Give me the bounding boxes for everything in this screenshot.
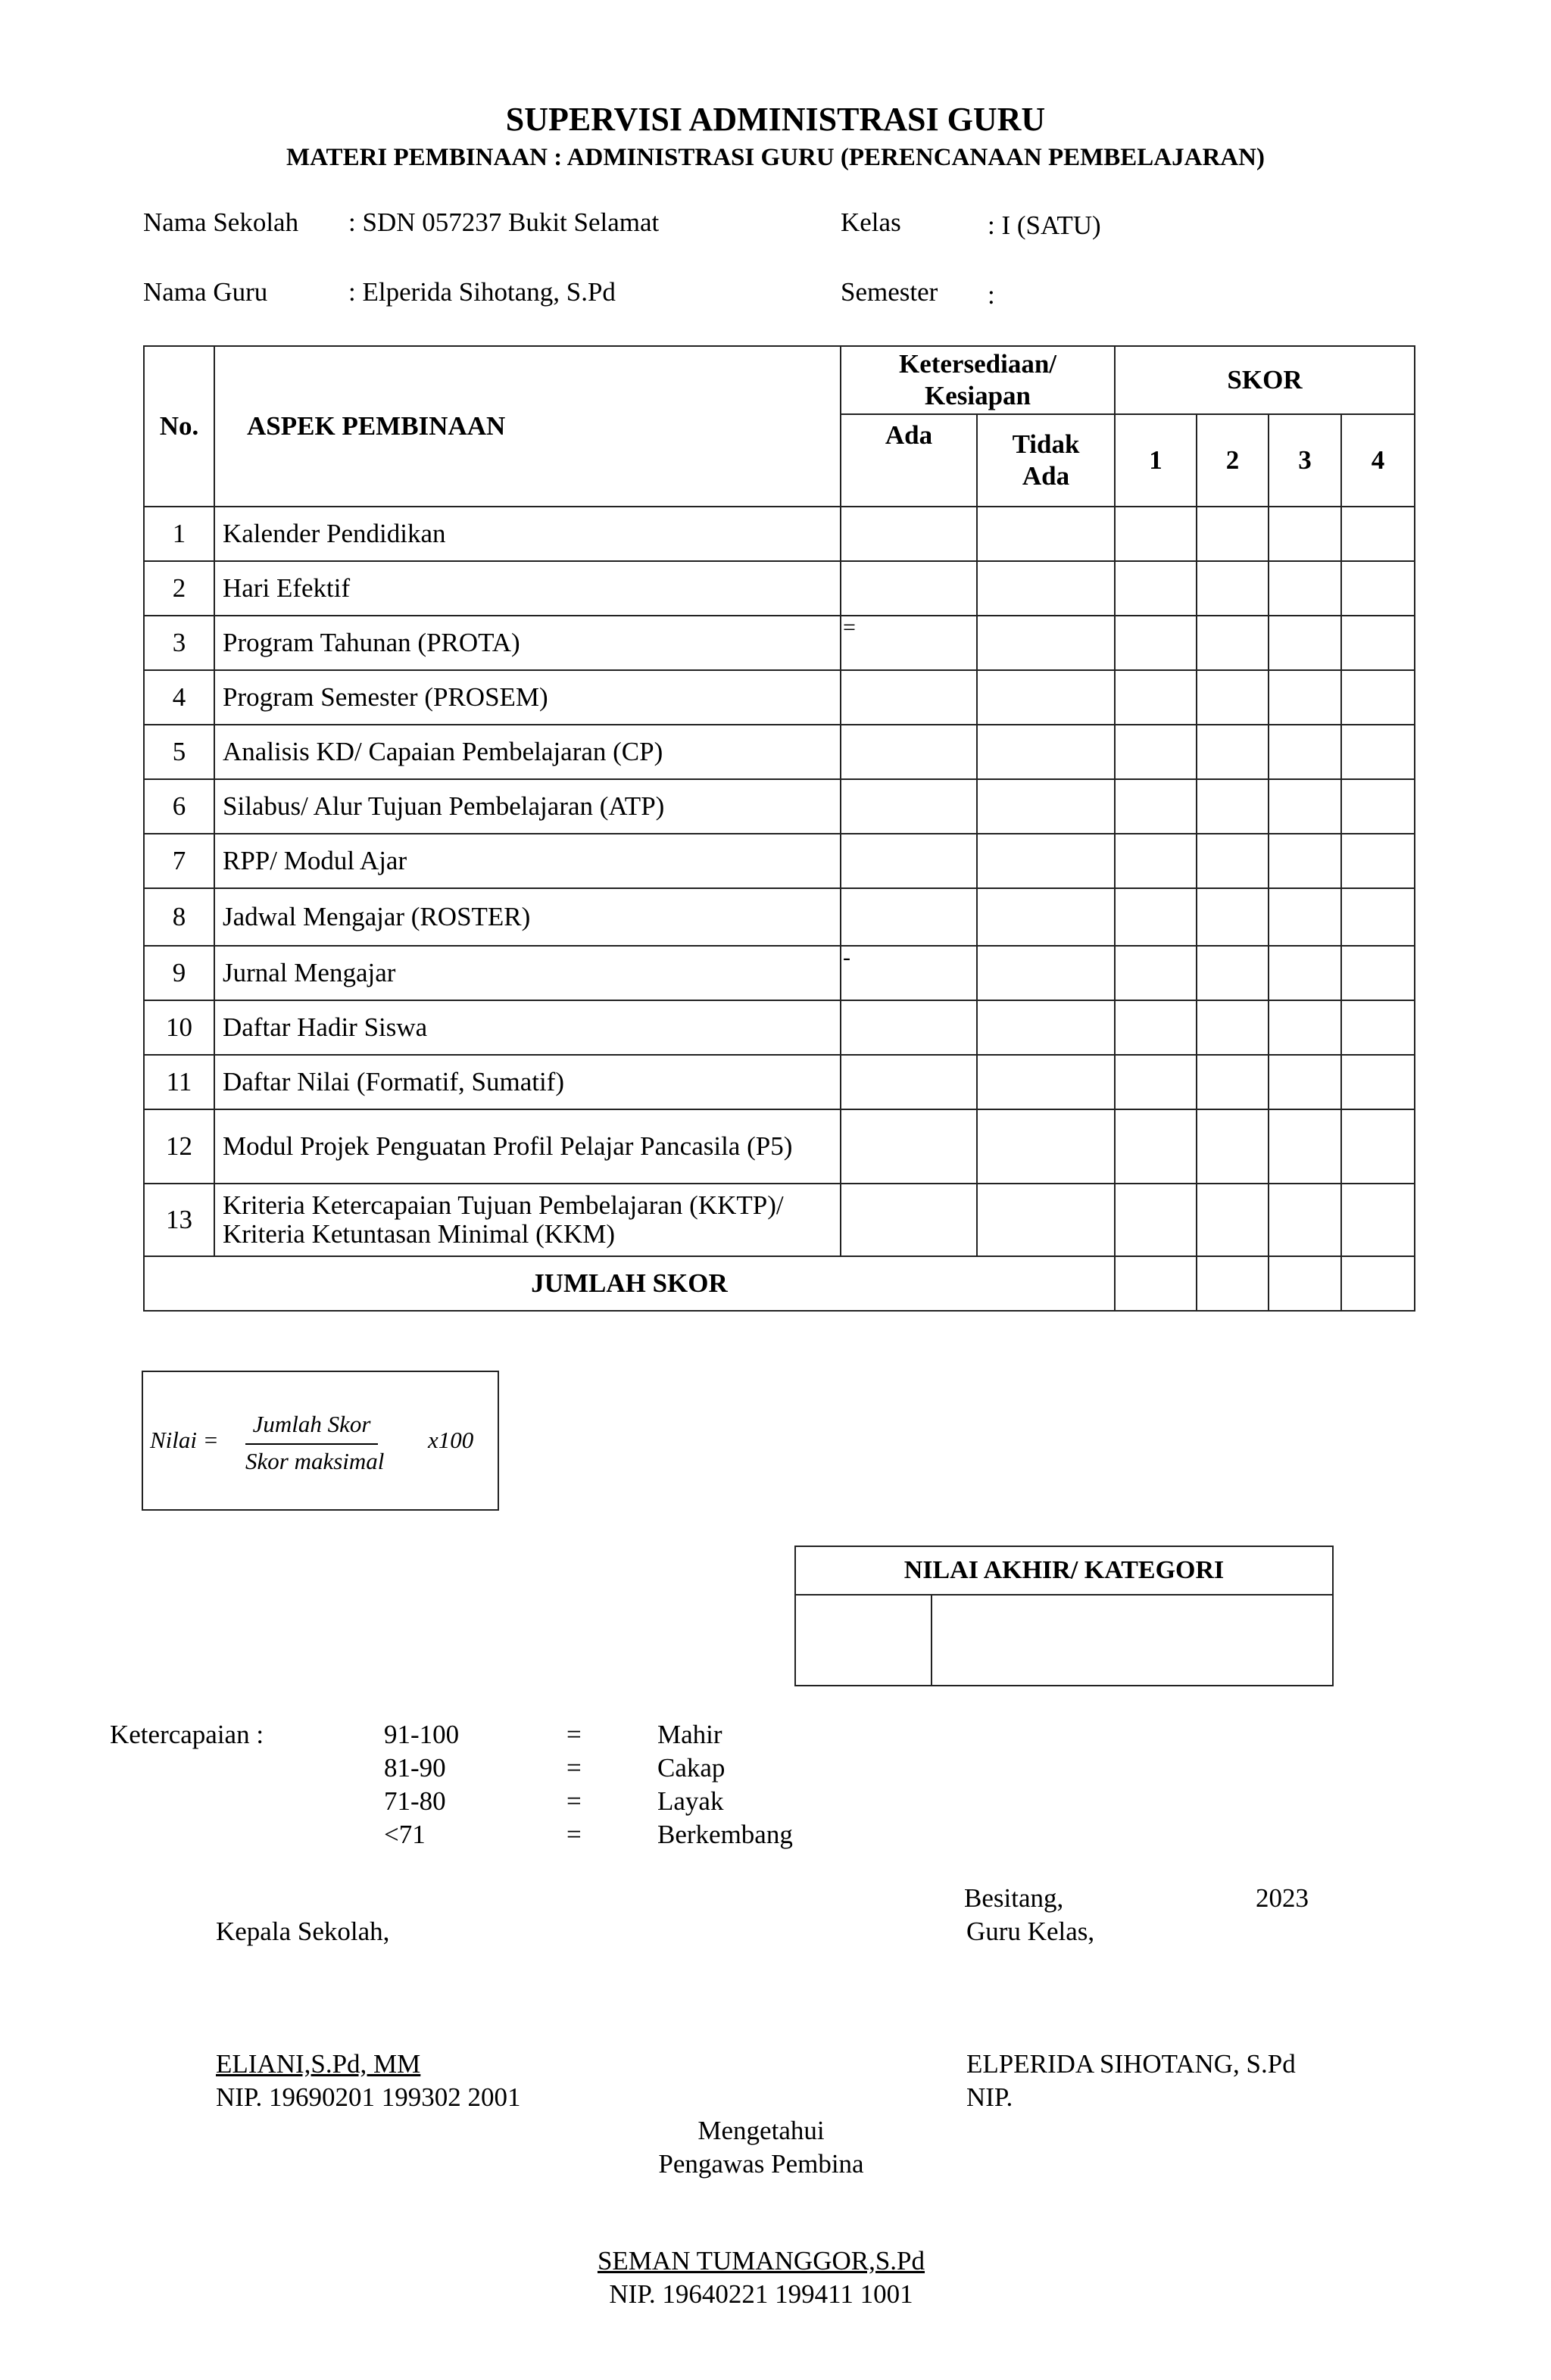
header-aspect: ASPEK PEMBINAAN [214, 346, 841, 507]
page-title: SUPERVISI ADMINISTRASI GURU [505, 101, 1046, 138]
class-label: Kelas [841, 207, 901, 237]
header-no: No. [144, 346, 214, 507]
row-score-1 [1115, 1109, 1197, 1184]
row-aspect: RPP/ Modul Ajar [214, 834, 841, 888]
header-score: SKOR [1115, 346, 1415, 414]
teacher-value: : Elperida Sihotang, S.Pd [348, 277, 616, 307]
row-ada-cell [841, 1184, 977, 1256]
head-title: Kepala Sekolah, [216, 1917, 390, 1946]
row-score-3 [1269, 946, 1341, 1000]
scale-range: 81-90 [384, 1753, 446, 1783]
final-score-value [795, 1595, 932, 1686]
row-score-1 [1115, 670, 1197, 725]
row-aspect: Program Tahunan (PROTA) [214, 616, 841, 670]
row-score-3 [1269, 1184, 1341, 1256]
row-tidak-ada-cell [977, 946, 1115, 1000]
semester-value: : [988, 280, 995, 310]
row-score-3 [1269, 888, 1341, 946]
header-availability-line1: Ketersediaan/ [898, 349, 1057, 379]
row-number: 3 [144, 616, 214, 670]
row-score-4 [1341, 1109, 1415, 1184]
known-by: Mengetahui [697, 2116, 825, 2145]
table-row [144, 507, 1415, 561]
row-tidak-ada-cell [977, 616, 1115, 670]
scale-range: 91-100 [384, 1720, 460, 1749]
scale-equals: = [566, 1786, 582, 1816]
row-number: 5 [144, 725, 214, 779]
row-score-1 [1115, 1000, 1197, 1055]
row-number: 13 [144, 1184, 214, 1256]
formula-denominator: Skor maksimal [245, 1448, 385, 1474]
row-number: 2 [144, 561, 214, 616]
row-number: 4 [144, 670, 214, 725]
row-score-3 [1269, 1109, 1341, 1184]
row-score-4 [1341, 1000, 1415, 1055]
row-score-2 [1197, 561, 1269, 616]
row-score-4 [1341, 1055, 1415, 1109]
row-score-3 [1269, 507, 1341, 561]
row-number: 10 [144, 1000, 214, 1055]
row-ada-cell [841, 1055, 977, 1109]
scale-category: Mahir [657, 1720, 722, 1749]
row-tidak-ada-cell [977, 507, 1115, 561]
scale-range: 71-80 [384, 1786, 446, 1816]
header-availability-line2: Kesiapan [924, 381, 1031, 410]
header-score-4: 4 [1341, 414, 1415, 507]
row-score-2 [1197, 779, 1269, 834]
row-score-3 [1269, 616, 1341, 670]
row-score-4 [1341, 779, 1415, 834]
row-ada-cell [841, 779, 977, 834]
row-score-3 [1269, 561, 1341, 616]
row-aspect: Hari Efektif [214, 561, 841, 616]
scale-equals: = [566, 1753, 582, 1783]
scale-range: <71 [384, 1820, 426, 1849]
teacher-nip: NIP. [966, 2082, 1013, 2112]
scale-equals: = [566, 1820, 582, 1849]
row-score-3 [1269, 834, 1341, 888]
row-score-4 [1341, 1184, 1415, 1256]
row-ada-cell [841, 561, 977, 616]
table-row [144, 834, 1415, 888]
table-row [144, 670, 1415, 725]
signature-place: Besitang, [964, 1883, 1064, 1913]
row-score-1 [1115, 834, 1197, 888]
row-score-2 [1197, 1000, 1269, 1055]
row-score-4 [1341, 507, 1415, 561]
row-ada-cell [841, 1000, 977, 1055]
row-ada-cell [841, 834, 977, 888]
row-aspect: Daftar Hadir Siswa [214, 1000, 841, 1055]
table-row [144, 946, 1415, 1000]
row-ada-cell [841, 725, 977, 779]
class-value: : I (SATU) [988, 211, 1101, 240]
total-score-1 [1115, 1256, 1197, 1311]
header-score-2: 2 [1197, 414, 1269, 507]
teacher-name: ELPERIDA SIHOTANG, S.Pd [966, 2049, 1296, 2079]
row-score-2 [1197, 1109, 1269, 1184]
row-score-3 [1269, 1055, 1341, 1109]
header-tidak-line1: Tidak [1012, 429, 1080, 459]
table-row [144, 888, 1415, 946]
row-ada-cell [841, 670, 977, 725]
scale-category: Layak [657, 1786, 724, 1816]
semester-label: Semester [841, 277, 938, 307]
row-tidak-ada-cell [977, 670, 1115, 725]
total-score-2 [1197, 1256, 1269, 1311]
row-number: 12 [144, 1109, 214, 1184]
row-score-3 [1269, 779, 1341, 834]
row-score-2 [1197, 670, 1269, 725]
row-aspect: Jurnal Mengajar [214, 946, 841, 1000]
row-aspect: Modul Projek Penguatan Profil Pelajar Pancasila (P5) [214, 1109, 841, 1184]
row-score-4 [1341, 561, 1415, 616]
row-tidak-ada-cell [977, 1000, 1115, 1055]
row-score-2 [1197, 725, 1269, 779]
row-tidak-ada-cell [977, 561, 1115, 616]
formula-multiplier: x100 [428, 1427, 474, 1453]
row-score-1 [1115, 616, 1197, 670]
row-number: 8 [144, 888, 214, 946]
row-score-2 [1197, 946, 1269, 1000]
supervision-table [143, 345, 1415, 1312]
table-row [144, 1184, 1415, 1256]
scale-category: Cakap [657, 1753, 726, 1783]
row-aspect: Silabus/ Alur Tujuan Pembelajaran (ATP) [214, 779, 841, 834]
row-score-2 [1197, 616, 1269, 670]
header-ada: Ada [841, 414, 977, 507]
table-row [144, 1055, 1415, 1109]
row-score-2 [1197, 888, 1269, 946]
row-tidak-ada-cell [977, 779, 1115, 834]
row-tidak-ada-cell [977, 1109, 1115, 1184]
table-row [144, 779, 1415, 834]
formula-left: Nilai = [150, 1427, 219, 1453]
row-score-1 [1115, 1184, 1197, 1256]
row-score-2 [1197, 1055, 1269, 1109]
final-score-header: NILAI AKHIR/ KATEGORI [795, 1546, 1333, 1595]
header-availability [841, 346, 1115, 414]
row-score-4 [1341, 834, 1415, 888]
row-tidak-ada-cell [977, 1055, 1115, 1109]
row-score-4 [1341, 616, 1415, 670]
school-label: Nama Sekolah [143, 207, 299, 237]
table-row [144, 725, 1415, 779]
formula-fraction-bar [245, 1443, 378, 1445]
row-score-3 [1269, 725, 1341, 779]
row-tidak-ada-cell [977, 834, 1115, 888]
supervisor-nip: NIP. 19640221 199411 1001 [609, 2279, 913, 2309]
row-ada-cell [841, 1109, 977, 1184]
row-score-1 [1115, 561, 1197, 616]
teacher-label: Nama Guru [143, 277, 268, 307]
row-aspect: Program Semester (PROSEM) [214, 670, 841, 725]
row-score-2 [1197, 1184, 1269, 1256]
row-number: 7 [144, 834, 214, 888]
row-score-4 [1341, 670, 1415, 725]
table-row [144, 561, 1415, 616]
table-body [144, 507, 1415, 1256]
row-number: 6 [144, 779, 214, 834]
header-tidak-ada [977, 414, 1115, 507]
total-score-3 [1269, 1256, 1341, 1311]
row-ada-cell [841, 888, 977, 946]
final-score-table [794, 1546, 1334, 1686]
row-aspect: Daftar Nilai (Formatif, Sumatif) [214, 1055, 841, 1109]
teacher-title: Guru Kelas, [966, 1917, 1095, 1946]
row-number: 9 [144, 946, 214, 1000]
row-score-1 [1115, 888, 1197, 946]
row-score-4 [1341, 946, 1415, 1000]
achievement-label: Ketercapaian : [110, 1720, 264, 1749]
table-row [144, 1109, 1415, 1184]
row-aspect: Jadwal Mengajar (ROSTER) [214, 888, 841, 946]
final-score-category [932, 1595, 1333, 1686]
row-score-1 [1115, 507, 1197, 561]
header-score-1: 1 [1115, 414, 1197, 507]
row-ada-cell: - [841, 946, 977, 1000]
row-score-1 [1115, 946, 1197, 1000]
row-score-3 [1269, 670, 1341, 725]
supervisor-name: SEMAN TUMANGGOR,S.Pd [597, 2246, 925, 2276]
scale-equals: = [566, 1720, 582, 1749]
school-value: : SDN 057237 Bukit Selamat [348, 207, 660, 237]
row-number: 11 [144, 1055, 214, 1109]
header-tidak-line2: Ada [1022, 461, 1070, 491]
row-score-2 [1197, 834, 1269, 888]
row-number: 1 [144, 507, 214, 561]
head-nip: NIP. 19690201 199302 2001 [216, 2082, 521, 2112]
total-label: JUMLAH SKOR [144, 1256, 1115, 1311]
table-row [144, 616, 1415, 670]
supervisor-title: Pengawas Pembina [658, 2149, 864, 2179]
row-score-3 [1269, 1000, 1341, 1055]
total-score-4 [1341, 1256, 1415, 1311]
header-score-3: 3 [1269, 414, 1341, 507]
signature-year: 2023 [1256, 1883, 1309, 1913]
row-score-2 [1197, 507, 1269, 561]
row-score-4 [1341, 888, 1415, 946]
row-tidak-ada-cell [977, 1184, 1115, 1256]
formula-numerator: Jumlah Skor [252, 1411, 371, 1437]
table-row [144, 1000, 1415, 1055]
score-formula [142, 1371, 499, 1511]
row-aspect: Kriteria Ketercapaian Tujuan Pembelajaran (KKTP)/ Kriteria Ketuntasan Minimal (KKM) [214, 1184, 841, 1256]
row-tidak-ada-cell [977, 725, 1115, 779]
scale-category: Berkembang [657, 1820, 793, 1849]
row-aspect: Kalender Pendidikan [214, 507, 841, 561]
head-name: ELIANI,S.Pd, MM [216, 2049, 421, 2079]
page-subtitle: MATERI PEMBINAAN : ADMINISTRASI GURU (PERENCANAAN PEMBELAJARAN) [286, 144, 1265, 171]
row-score-4 [1341, 725, 1415, 779]
row-aspect: Analisis KD/ Capaian Pembelajaran (CP) [214, 725, 841, 779]
row-score-1 [1115, 725, 1197, 779]
row-score-1 [1115, 779, 1197, 834]
row-ada-cell [841, 507, 977, 561]
row-score-1 [1115, 1055, 1197, 1109]
row-tidak-ada-cell [977, 888, 1115, 946]
row-ada-cell: = [841, 616, 977, 670]
